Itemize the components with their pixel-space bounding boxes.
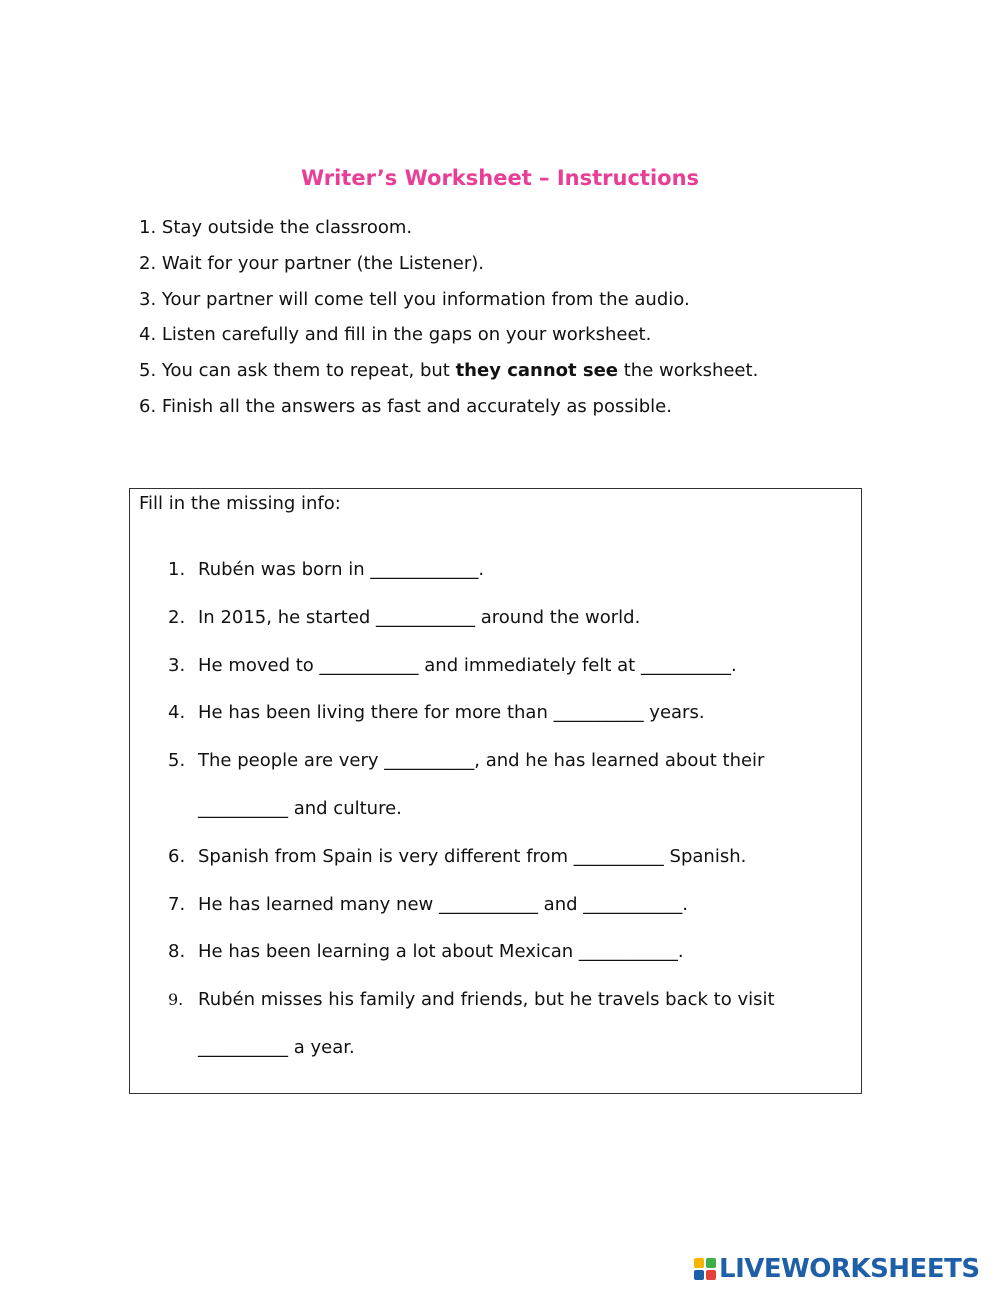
question-text: In 2015, he started ___________ around the world.	[198, 606, 641, 628]
question-text: Rubén misses his family and friends, but he travels back to visit	[198, 989, 775, 1011]
question-item	[130, 642, 775, 690]
question-text-continued: __________ a year.	[198, 1036, 355, 1058]
question-text: Spanish from Spain is very different from __________ Spanish.	[198, 845, 747, 867]
question-item	[130, 689, 775, 737]
question-text: He has learned many new ___________ and ___________.	[198, 893, 688, 915]
question-number: 2.	[168, 606, 186, 628]
question-item	[130, 928, 775, 976]
instructions-list	[139, 215, 758, 430]
logo-mark-icon	[694, 1258, 716, 1280]
liveworksheets-logo	[694, 1253, 980, 1285]
question-item	[130, 546, 775, 594]
question-number: 8.	[168, 941, 186, 963]
question-item	[130, 737, 775, 833]
question-item	[130, 833, 775, 881]
instruction-item: 4. Listen carefully and fill in the gaps on your worksheet.	[139, 324, 652, 346]
question-text: He has been learning a lot about Mexican ___________.	[198, 941, 684, 963]
instruction-text: 5. You can ask them to repeat, but	[139, 360, 456, 382]
questions-list	[130, 546, 775, 1072]
question-text: Rubén was born in ____________.	[198, 559, 485, 580]
question-text-continued: __________ and culture.	[198, 797, 402, 819]
logo-square	[694, 1258, 704, 1268]
page-title: Writer’s Worksheet – Instructions	[300, 166, 700, 190]
instruction-item	[139, 358, 758, 394]
fill-in-box	[129, 488, 862, 1094]
question-item	[130, 594, 775, 642]
question-number: 9.	[168, 990, 184, 1010]
instruction-emphasis: they cannot see	[455, 360, 619, 382]
question-text: He moved to ___________ and immediately felt at __________.	[198, 654, 737, 676]
question-item	[130, 976, 775, 1072]
question-item	[130, 881, 775, 929]
question-number: 4.	[168, 702, 186, 724]
instruction-item: 6. Finish all the answers as fast and accurately as possible.	[139, 395, 672, 417]
instruction-item: 1. Stay outside the classroom.	[139, 217, 413, 238]
question-number: 5.	[168, 750, 186, 772]
question-number: 7.	[168, 893, 186, 915]
logo-square	[706, 1270, 716, 1280]
logo-square	[694, 1270, 704, 1280]
logo-square	[706, 1258, 716, 1268]
logo-text: LIVEWORKSHEETS	[719, 1254, 980, 1284]
instruction-item: 2. Wait for your partner (the Listener).	[139, 252, 484, 274]
question-number: 6.	[168, 845, 186, 867]
question-number: 1.	[168, 559, 186, 580]
box-heading: Fill in the missing info:	[139, 493, 341, 514]
question-number: 3.	[168, 654, 186, 676]
instruction-item: 3. Your partner will come tell you information from the audio.	[139, 288, 690, 310]
question-text: He has been living there for more than __________ years.	[198, 702, 705, 724]
instruction-text: the worksheet.	[618, 360, 759, 382]
question-text: The people are very __________, and he has learned about their	[198, 750, 765, 772]
